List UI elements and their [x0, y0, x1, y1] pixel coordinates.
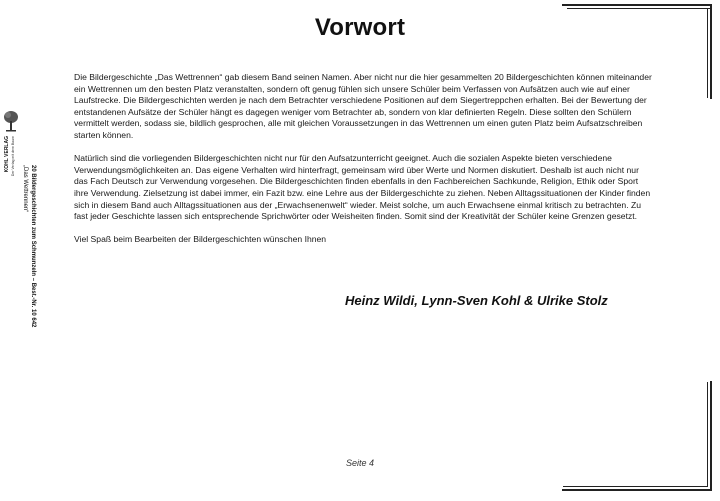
- spine-book-subtitle: 20 Bildergeschichten zum Schmunzeln – Best.-Nr. 10 642: [30, 165, 36, 328]
- author-signature: Heinz Wildi, Lynn-Sven Kohl & Ulrike Stolz: [345, 293, 608, 308]
- foreword-body: [74, 72, 654, 258]
- page-title: Vorwort: [314, 14, 406, 41]
- page-number: Seite 4: [345, 458, 375, 468]
- paragraph: Natürlich sind die vorliegenden Bildergeschichten nicht nur für den Aufsatzunterricht geeignet. Auch die sozialen Aspekte bieten verschiedene Verwendungsmöglichkeiten an. Das eigene Verhalten wird hinterfragt, gemeinsam wird über Werte und Normen diskutiert. Deshalb ist auch nicht nur das Fach Deutsch zur Verwendung vorgesehen. Die Bildergeschichten finden ebenfalls in den Fachbereichen Sachkunde, Religion, Ethik oder Sport ihre Verwendung. Zielsetzung ist dabei immer, ein Fazit bzw. eine Lehre aus der Bildergeschichte zu ziehen. Neben Alltagssituationen der Kinder finden sich in diesem Band auch Alltagssituationen aus der „Erwachsenenwelt“ wieder. Meist solche, um auch Erwachsene einmal kritisch zu betrachten. Zu fast jeder Geschichte lassen sich entsprechende Sprichwörter oder Weisheiten finden. Somit sind der Kreativität der Schüler keine Grenzen gesetzt.: [74, 153, 651, 222]
- publisher-spine: [0, 110, 46, 370]
- paragraph: Die Bildergeschichte „Das Wettrennen“ gab diesem Band seinen Namen. Aber nicht nur die hier gesammelten 20 Bildergeschichten können miteinander ein Wettrennen um den besten Platz veranstalten, sondern oft genug fühlen sich unsere Schüler beim Verfassen von Aufsätzen auch wie auf einer Laufstrecke. Die Bildergeschichten werden je nach dem Betrachter verschiedene Positionen auf dem Siegertreppchen erhalten. Bei der Bewertung der entstandenen Aufsätze der Schüler hängt es dagegen weniger vom Betrachter ab, sondern von klar definierten Regeln. Diese sollten den Schülern vermittelt werden, sodass sie, bildlich gesprochen, alle mit gleichen Voraussetzungen in das Wettrennen um einen guten Platz beim Aufsatzschreiben starten können.: [74, 72, 652, 140]
- corner-frame-bottom-right: [562, 381, 712, 491]
- tree-logo-icon: [3, 110, 19, 132]
- closing-line: Viel Spaß beim Bearbeiten der Bildergeschichten wünschen Ihnen: [74, 234, 327, 245]
- publisher-name: KOHL VERLAG: [4, 136, 10, 173]
- publisher-tagline: Der Verlag mit dem Baum: [11, 136, 15, 177]
- spine-book-title: „Das Wettrennen“: [22, 165, 28, 213]
